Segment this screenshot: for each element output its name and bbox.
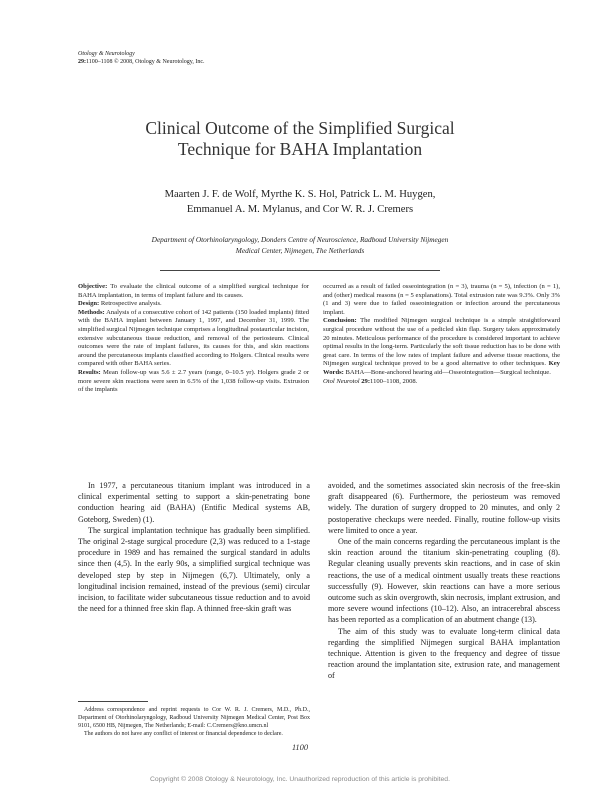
abstract-left-column [78, 283, 309, 395]
authors-line-1: Maarten J. F. de Wolf, Myrthe K. S. Hol, Patrick L. M. Huygen, [164, 189, 436, 200]
affiliation [60, 234, 540, 256]
footnote [78, 706, 310, 738]
abstract-citation: Otol Neurotol 29:1100–1108, 2008. [323, 377, 418, 385]
correspondence-note: Address correspondence and reprint requests to Cor W. R. J. Cremers, M.D., Ph.D., Department of Otorhinolaryngology, Radboud University Nijmegen Medical Center, Post Box 9101, 6500 HB, Nijmegen, The Netherlands; E-mail: C.Cremers@kno.umcn.nl [78, 707, 310, 729]
page-number: 1100 [291, 742, 309, 752]
body-right-column [328, 480, 560, 682]
conflict-note: The authors do not have any conflict of interest or financial dependence to declare. [84, 731, 283, 737]
body-paragraph: In 1977, a percutaneous titanium implant was introduced in a clinical experimental setting to support a skin-penetrating bone conduction hearing aid (BAHA) (Entific Medical systems AB, Goteborg, Sweden) (1). [78, 481, 310, 524]
running-header [78, 50, 205, 66]
copyright-notice: Copyright © 2008 Otology & Neurotology, Inc. Unauthorized reproduction of this article is prohibited. [150, 776, 450, 783]
abstract-divider [160, 270, 440, 271]
body-paragraph: One of the main concerns regarding the percutaneous implant is the skin reaction around the titanium skin-penetrating coupling (8). Regular cleaning usually prevents skin reactions, and in case of skin reactions, the use of a medical ointment usually treats these reactions successfully (9). However, skin reactions can have a more serious outcome such as skin overgrowth, skin necrosis, implant extrusion, and more severe wound infections (10–12). Also, an intracerebral abscess has been reported as a complication of an abutment change (13). [328, 537, 560, 625]
author-list [60, 187, 540, 217]
body-paragraph: The aim of this study was to evaluate long-term clinical data regarding the simplified Nijmegen surgical BAHA implantation technique. Attention is given to the frequency and degree of tissue reaction around the implantation site, extrusion rate, and management of [328, 626, 560, 681]
title-line-2: Technique for BAHA Implantation [177, 139, 423, 159]
abstract-results: Results: Mean follow-up was 5.6 ± 2.7 years (range, 0–10.5 yr). Holgers grade 2 or more severe skin reactions were seen in 6.5% of the 1,038 follow-up visits. Extrusion of the implants [78, 368, 309, 394]
abstract-design: Design: Retrospective analysis. [78, 300, 162, 308]
body-paragraph: avoided, and the sometimes associated skin necrosis of the free-skin graft disappeared (6). Furthermore, the periosteum was removed widely. The duration of surgery dropped to 20 minutes, and only 2 postoperative checkups were needed. Finally, routine follow-up visits were limited to once a year. [328, 481, 560, 535]
body-paragraph: The surgical implantation technique has gradually been simplified. The original 2-stage surgical procedure (2,3) was reduced to a 1-stage procedure in 1989 and has remained the surgical standard in adults since then (4,5). In the early 90s, a simplified surgical technique was developed step by step in Nijmegen (6,7). Ultimately, only a longitudinal incision remained, instead of the previous (semi) circular incision, to facilitate wider subcutaneous tissue reduction and to avoid the need for a thinned free skin flap. A thinned free-skin graft was [78, 525, 310, 614]
abstract-right-column [323, 283, 560, 386]
article-title [60, 118, 540, 160]
abstract-objective: Objective: To evaluate the clinical outcome of a simplified surgical technique for BAHA implantation, in terms of implant failure and its causes. [78, 283, 309, 299]
authors-line-2: Emmanuel A. M. Mylanus, and Cor W. R. J. Cremers [186, 204, 414, 215]
affiliation-line-2: Medical Center, Nijmegen, The Netherlands [235, 246, 365, 255]
journal-citation: 29:1100–1108 © 2008, Otology & Neurotology, Inc. [78, 59, 205, 65]
footnote-divider [78, 701, 148, 702]
abstract-conclusion: Conclusion: The modified Nijmegen surgical technique is a simple straightforward surgical procedure without the use of a pedicled skin flap. Surgery takes approximately 20 minutes. Meticulous performance of the procedure is considered important to achieve optimal results in the long-term. Particularly the soft tissue reduction has to be done with great care. In terms of the low rates of implant failure and adverse tissue reactions, the Nijmegen surgical technique proved to be a good alternative to other techniques. Key Words: BAHA—Bone-anchored hearing aid—Osseointegration—Surgical technique. [323, 317, 560, 376]
title-line-1: Clinical Outcome of the Simplified Surgical [145, 118, 455, 138]
abstract-results-continued: occurred as a result of failed osseointegration (n = 3), trauma (n = 5), infection (n = 1), and (other) medical reasons (n = 5 explanations). Total extrusion rate was 9.3%. Only 3% (1 and 3) were due to failed osseointegration or infection around the percutaneous implant. [323, 283, 560, 316]
affiliation-line-1: Department of Otorhinolaryngology, Donders Centre of Neuroscience, Radboud University Nijmegen [151, 235, 449, 244]
body-left-column [78, 480, 310, 614]
journal-name: Otology & Neurotology [78, 51, 135, 57]
abstract-methods: Methods: Analysis of a consecutive cohort of 142 patients (150 loaded implants) fitted with the BAHA implant between January 1, 1997, and December 31, 1999. The simplified surgical Nijmegen technique comprises a longitudinal postauricular incision, extensive subcutaneous tissue reduction, and removal of the periosteum. Clinical outcomes were the rate of implant failures, its causes for this, and skin reactions around the percutaneous implants classified according to Holgers. Clinical results were compared with other BAHA series. [78, 308, 309, 368]
